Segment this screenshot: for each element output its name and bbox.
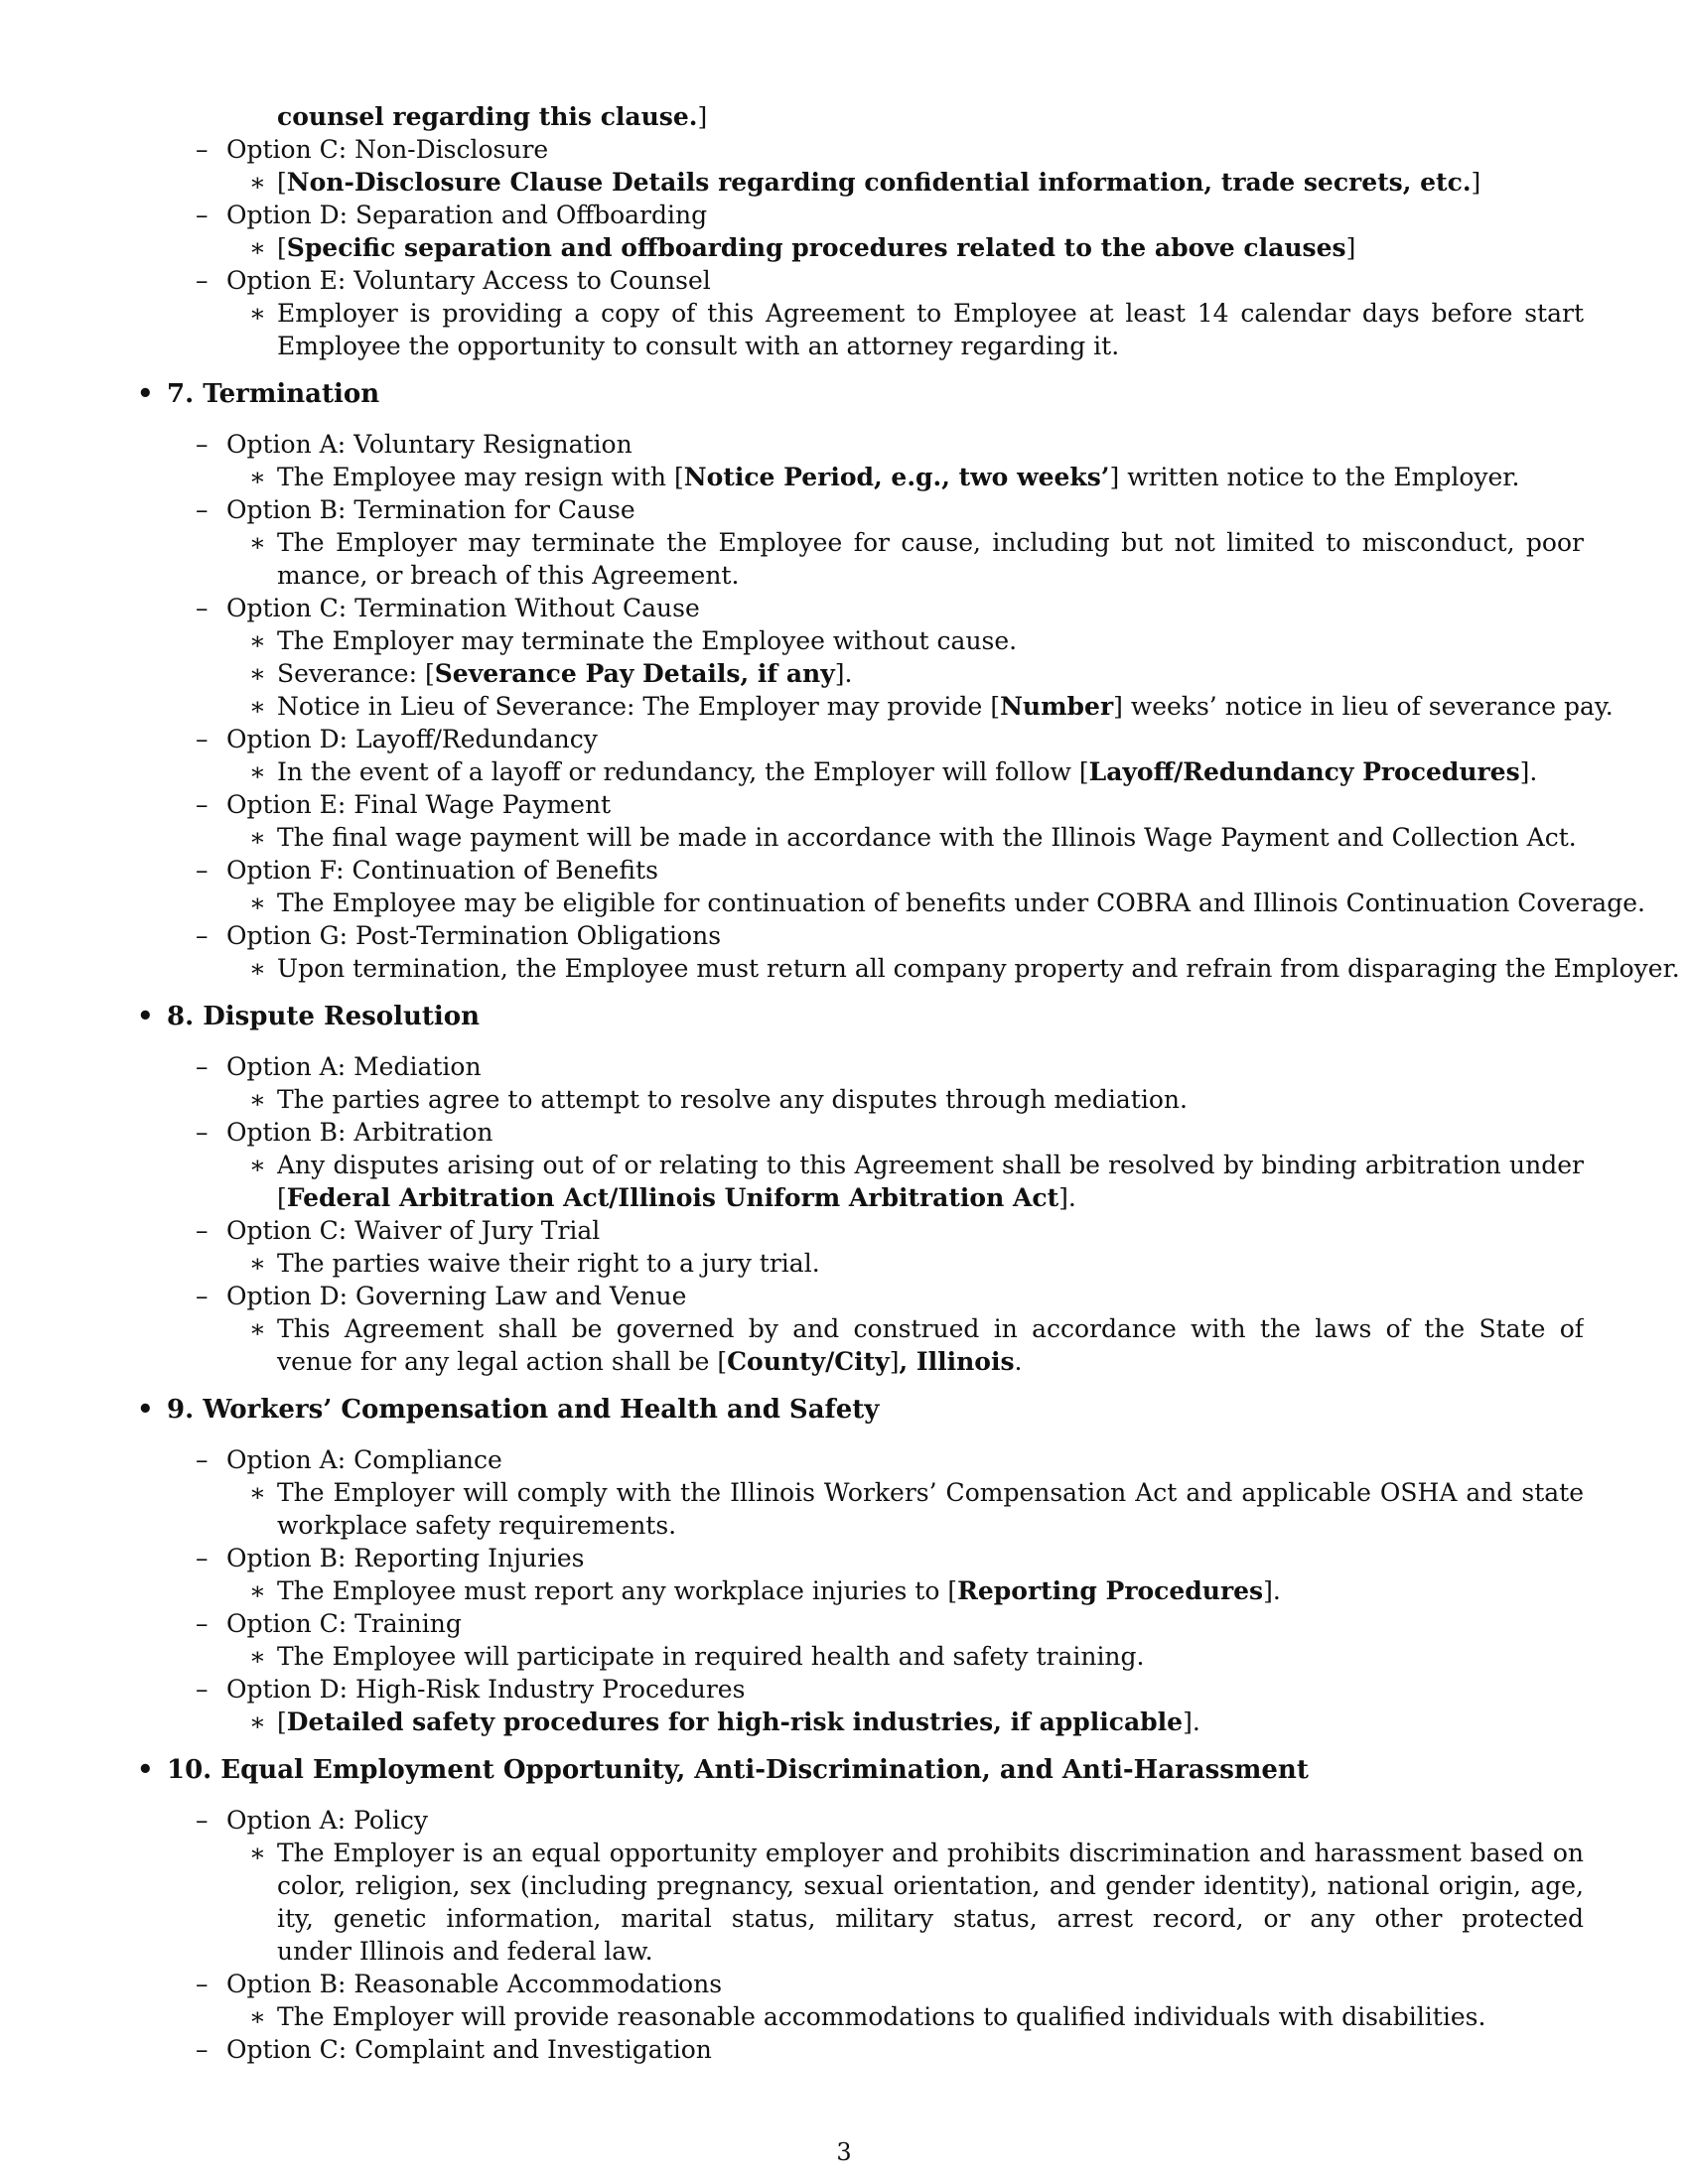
sub-item: ∗ In the event of a layoff or redundancy, the Employer will follow [Layoff/Redundancy Procedures]. [249, 757, 1538, 786]
sub-item: ∗ [Detailed safety procedures for high-risk industries, if applicable]. [249, 1707, 1200, 1736]
option-item: – Option B: Arbitration [196, 1118, 493, 1147]
sub-item: ∗ The Employee may be eligible for continuation of benefits under COBRA and Illinois Continuation Coverage. [249, 888, 1645, 917]
option-item: – Option A: Mediation [196, 1052, 482, 1081]
sub-item: ∗ This Agreement shall be governed by and construed in accordance with the laws of the State of [249, 1314, 1584, 1343]
text-line: venue for any legal action shall be [County/City], Illinois. [277, 1347, 1023, 1376]
item-text: The Employer may terminate the Employee for cause, including but not limited to misconduct, poor [277, 528, 1584, 557]
item-text: The Employer will comply with the Illinois Workers’ Compensation Act and applicable OSHA and state [277, 1478, 1584, 1507]
sub-item: ∗ The Employee must report any workplace injuries to [Reporting Procedures]. [249, 1576, 1281, 1605]
option-item: – Option C: Training [196, 1609, 462, 1638]
option-item: – Option D: Layoff/Redundancy [196, 725, 598, 753]
option-label: Option C: Non-Disclosure [226, 135, 549, 164]
section-heading: • 8. Dispute Resolution [137, 1002, 481, 1031]
item-text: The Employee may be eligible for continuation of benefits under COBRA and Illinois Continuation Coverage. [277, 888, 1645, 917]
section-title: Dispute Resolution [203, 1002, 481, 1031]
option-item: – Option B: Reasonable Accommodations [196, 1970, 723, 1998]
item-text: mance, or breach of this Agreement. [277, 561, 740, 590]
section-number: 7. [167, 379, 195, 409]
item-text: under Illinois and federal law. [277, 1937, 653, 1966]
sub-item: ∗ The Employer is an equal opportunity employer and prohibits discrimination and harassment based on [249, 1839, 1584, 1867]
bold-placeholder: Notice Period, e.g., two weeks’ [683, 463, 1110, 491]
option-item: – Option A: Policy [196, 1806, 429, 1835]
bold-text: , Illinois [899, 1347, 1015, 1376]
item-text: Upon termination, the Employee must return all company property and refrain from disparaging the Employer. [277, 954, 1680, 983]
item-text: workplace safety requirements. [277, 1511, 677, 1540]
item-text: The Employer will provide reasonable accommodations to qualified individuals with disabilities. [277, 2002, 1486, 2031]
option-label: Option A: Policy [226, 1806, 429, 1835]
option-label: Option D: Layoff/Redundancy [226, 725, 598, 753]
bold-placeholder: Non-Disclosure Clause Details regarding confidential information, trade secrets, etc. [286, 168, 1472, 197]
option-label: Option D: High-Risk Industry Procedures [226, 1675, 746, 1704]
page-number: 3 [836, 2138, 852, 2166]
bold-placeholder: Severance Pay Details, if any [434, 659, 835, 688]
option-label: Option B: Termination for Cause [226, 495, 635, 524]
sub-item: ∗ Employer is providing a copy of this Agreement to Employee at least 14 calendar days before start [249, 299, 1584, 328]
option-label: Option D: Separation and Offboarding [226, 201, 708, 229]
text-line [0, 1902, 1688, 1935]
option-item: – Option D: Separation and Offboarding [196, 201, 708, 229]
item-text: Any disputes arising out of or relating to this Agreement shall be resolved by binding arbitration under [277, 1151, 1584, 1179]
text-line [0, 330, 1688, 362]
option-item: – Option C: Complaint and Investigation [196, 2035, 712, 2064]
option-label: Option C: Waiver of Jury Trial [226, 1216, 601, 1245]
item-text: The final wage payment will be made in accordance with the Illinois Wage Payment and Collection Act. [277, 823, 1577, 852]
sub-item: ∗ Severance: [Severance Pay Details, if any]. [249, 659, 853, 688]
item-text: The parties waive their right to a jury trial. [277, 1249, 820, 1278]
sub-item: ∗ The parties agree to attempt to resolve any disputes through mediation. [249, 1085, 1188, 1114]
sub-item: ∗ The Employer will provide reasonable accommodations to qualified individuals with disabilities. [249, 2002, 1486, 2031]
option-label: Option E: Voluntary Access to Counsel [226, 266, 711, 295]
option-item: – Option A: Voluntary Resignation [196, 430, 633, 459]
option-label: Option A: Compliance [226, 1445, 502, 1474]
sub-item: ∗ The Employer may terminate the Employee for cause, including but not limited to misconduct, poor [249, 528, 1584, 557]
section-heading: • 9. Workers’ Compensation and Health and Safety [137, 1395, 880, 1425]
text-line [0, 1935, 1688, 1968]
item-text: color, religion, sex (including pregnancy, sexual orientation, and gender identity), national origin, age, [277, 1871, 1584, 1900]
section-title: Workers’ Compensation and Health and Safety [203, 1395, 880, 1425]
option-item: – Option B: Termination for Cause [196, 495, 635, 524]
item-text: Employee the opportunity to consult with an attorney regarding it. [277, 332, 1120, 360]
option-label: Option B: Reporting Injuries [226, 1544, 585, 1572]
text-line [0, 1509, 1688, 1542]
option-item: – Option E: Final Wage Payment [196, 790, 612, 819]
sub-item: ∗ The Employee may resign with [Notice Period, e.g., two weeks’] written notice to the Employer. [249, 463, 1520, 491]
section-heading: • 10. Equal Employment Opportunity, Anti-Discrimination, and Anti-Harassment [137, 1755, 1309, 1785]
bold-placeholder: Federal Arbitration Act/Illinois Uniform Arbitration Act [286, 1183, 1059, 1212]
sub-item: ∗ Notice in Lieu of Severance: The Employer may provide [Number] weeks’ notice in lieu of severance pay. [249, 692, 1614, 721]
section-title: Equal Employment Opportunity, Anti-Discrimination, and Anti-Harassment [220, 1755, 1309, 1785]
option-label: Option A: Voluntary Resignation [226, 430, 633, 459]
sub-item: ∗ Upon termination, the Employee must return all company property and refrain from disparaging the Employer. [249, 954, 1680, 983]
option-item: – Option C: Termination Without Cause [196, 594, 700, 622]
item-text: The Employer is an equal opportunity employer and prohibits discrimination and harassment based on [277, 1839, 1584, 1867]
option-item: – Option D: Governing Law and Venue [196, 1282, 687, 1310]
option-item: – Option F: Continuation of Benefits [196, 856, 658, 885]
sub-item: ∗ [Specific separation and offboarding procedures related to the above clauses] [249, 233, 1356, 262]
section-number: 10. [167, 1755, 212, 1785]
sub-item: ∗ [Non-Disclosure Clause Details regarding confidential information, trade secrets, etc.] [249, 168, 1481, 197]
sub-item: ∗ The final wage payment will be made in accordance with the Illinois Wage Payment and Collection Act. [249, 823, 1577, 852]
item-text: ity, genetic information, marital status, military status, arrest record, or any other protected [277, 1904, 1584, 1933]
text-line: [Federal Arbitration Act/Illinois Uniform Arbitration Act]. [277, 1183, 1076, 1212]
option-label: Option C: Termination Without Cause [226, 594, 700, 622]
section-heading: • 7. Termination [137, 379, 380, 409]
bold-placeholder: Specific separation and offboarding procedures related to the above clauses [286, 233, 1346, 262]
sub-item: ∗ The Employee will participate in required health and safety training. [249, 1642, 1145, 1671]
text-line: counsel regarding this clause.] [277, 102, 708, 131]
option-label: Option G: Post-Termination Obligations [226, 921, 722, 950]
item-text: The Employee will participate in required health and safety training. [277, 1642, 1145, 1671]
option-item: – Option E: Voluntary Access to Counsel [196, 266, 711, 295]
option-item: – Option B: Reporting Injuries [196, 1544, 585, 1572]
option-label: Option C: Complaint and Investigation [226, 2035, 712, 2064]
section-number: 8. [167, 1002, 195, 1031]
option-label: Option D: Governing Law and Venue [226, 1282, 687, 1310]
option-label: Option F: Continuation of Benefits [226, 856, 658, 885]
option-item: – Option G: Post-Termination Obligations [196, 921, 722, 950]
item-text: The Employer may terminate the Employee without cause. [277, 626, 1018, 655]
option-label: Option A: Mediation [226, 1052, 482, 1081]
section-number: 9. [167, 1395, 195, 1425]
bold-placeholder: Number [1000, 692, 1114, 721]
option-item: – Option A: Compliance [196, 1445, 502, 1474]
bold-placeholder: Detailed safety procedures for high-risk industries, if applicable [286, 1707, 1184, 1736]
section-title: Termination [203, 379, 380, 409]
option-item: – Option D: High-Risk Industry Procedures [196, 1675, 746, 1704]
sub-item: ∗ The Employer will comply with the Illinois Workers’ Compensation Act and applicable OSHA and state [249, 1478, 1584, 1507]
bold-placeholder: Layoff/Redundancy Procedures [1088, 757, 1520, 786]
option-label: Option B: Arbitration [226, 1118, 493, 1147]
sub-item: ∗ The Employer may terminate the Employee without cause. [249, 626, 1018, 655]
option-label: Option C: Training [226, 1609, 462, 1638]
option-label: Option B: Reasonable Accommodations [226, 1970, 723, 1998]
item-text: This Agreement shall be governed by and construed in accordance with the laws of the State of [277, 1314, 1584, 1343]
option-item: – Option C: Waiver of Jury Trial [196, 1216, 601, 1245]
bold-placeholder: County/City [727, 1347, 890, 1376]
text-line [0, 1869, 1688, 1902]
sub-item: ∗ The parties waive their right to a jury trial. [249, 1249, 820, 1278]
bold-placeholder: Reporting Procedures [957, 1576, 1264, 1605]
sub-item: ∗ Any disputes arising out of or relating to this Agreement shall be resolved by binding arbitration under [249, 1151, 1584, 1179]
bold-text: counsel regarding this clause. [277, 102, 698, 131]
item-text: The parties agree to attempt to resolve any disputes through mediation. [277, 1085, 1188, 1114]
item-text: Employer is providing a copy of this Agreement to Employee at least 14 calendar days before start [277, 299, 1584, 328]
text-line [0, 559, 1688, 592]
option-item: – Option C: Non-Disclosure [196, 135, 549, 164]
option-label: Option E: Final Wage Payment [226, 790, 612, 819]
